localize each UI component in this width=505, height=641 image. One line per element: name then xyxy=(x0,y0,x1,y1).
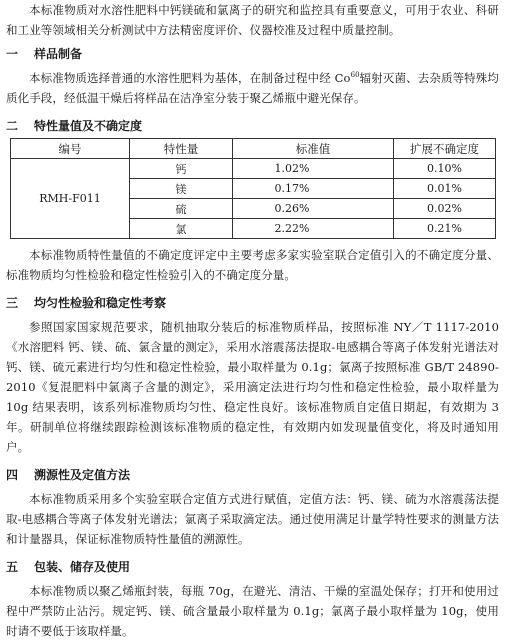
section-1-text-a: 本标准物质选择普通的水溶性肥料为基体，在制备过程中经 Co xyxy=(29,71,351,85)
standard-value-cell: 2.22% xyxy=(233,219,394,239)
header-standard-value: 标准值 xyxy=(233,139,394,159)
section-4-paragraph: 本标准物质采用多个实验室联合定值方式进行赋值，定值方法：钙、镁、硫为水溶震荡法提取-电感耦合等离子体发射光谱法；氯离子采取滴定法。通过使用满足计量学特性要求的测量方法和计量器具，保证标准物质特性量值的溯源性。 xyxy=(6,492,499,546)
uncertainty-paragraph: 本标准物质特性量值的不确定度评定中主要考虑多家实验室联合定值引入的不确定度分量、标准物质均匀性检验和稳定性检验引入的不确定度分量。 xyxy=(6,248,499,282)
section-2-number: 二 xyxy=(6,119,19,133)
uncertainty-cell: 0.02% xyxy=(394,199,496,219)
header-property: 特性量 xyxy=(130,139,233,159)
standard-value-cell: 1.02% xyxy=(233,159,394,179)
section-1-paragraph xyxy=(6,68,499,108)
standard-value-cell: 0.26% xyxy=(233,199,394,219)
section-1-title: 样品制备 xyxy=(34,47,83,61)
table-header-row xyxy=(11,139,496,159)
section-3-title: 均匀性检验和稳定性考察 xyxy=(34,296,167,310)
table-row xyxy=(11,159,496,179)
property-cell: 氯 xyxy=(130,219,233,239)
property-cell: 硫 xyxy=(130,199,233,219)
section-5-paragraph: 本标准物质以聚乙烯瓶封装，每瓶 70g，在避光、清洁、干燥的室温处保存；打开和使用过程中严禁防止沾污。规定钙、镁、硫含量最小取样量为 0.1g；氯离子最小取样量为 10g，使用时请不要低于该取样量。 xyxy=(6,584,499,638)
document xyxy=(6,0,499,641)
section-1-text-b: 辐射灭菌、去杂质等特殊均质化手段，经低温干燥后将样品在洁净室分装于聚乙烯瓶中避光保存。 xyxy=(6,71,499,105)
uncertainty-cell: 0.21% xyxy=(394,219,496,239)
section-3-number: 三 xyxy=(6,296,19,310)
section-3-heading xyxy=(6,293,499,313)
isotope-superscript: 60 xyxy=(350,71,360,80)
section-5-heading xyxy=(6,557,499,577)
header-expanded-uncertainty: 扩展不确定度 xyxy=(394,139,496,159)
section-4-number: 四 xyxy=(6,468,19,482)
section-4-heading xyxy=(6,465,499,485)
property-value-table xyxy=(10,138,496,239)
header-code: 编号 xyxy=(11,139,130,159)
section-1-number: 一 xyxy=(6,47,19,61)
section-1-heading xyxy=(6,44,499,64)
section-3-paragraph: 参照国家国家规范要求，随机抽取分装后的标准物质样品，按照标准 NY／T 1117-2010《水溶肥料 钙、镁、硫、氯含量的测定》，采用水溶震荡法提取-电感耦合等离子体发射光谱法对钙、镁、硫元素进行均匀性和稳定性检验，最小取样量为 0.1g；氯离子按照标准 GB/T 24890-2010《复混肥料中氯离子含量的测定》，采用滴定法进行均匀性和稳定性检验，最小取样量为 10g 结果表明，该系列标准物质均匀性、稳定性良好。该标准物质自定值日期起，有效期为 3 年。研制单位将继续跟踪检测该标准物质的稳定性，有效期内如发现量值变化，将及时通知用户。 xyxy=(6,320,499,454)
property-cell: 钙 xyxy=(130,159,233,179)
material-code: RMH-F011 xyxy=(11,159,130,239)
section-5-title: 包装、储存及使用 xyxy=(34,560,131,574)
standard-value-cell: 0.17% xyxy=(233,179,394,199)
uncertainty-cell: 0.01% xyxy=(394,179,496,199)
section-4-title: 溯源性及定值方法 xyxy=(34,468,131,482)
section-2-title: 特性量值及不确定度 xyxy=(34,119,143,133)
section-5-number: 五 xyxy=(6,560,19,574)
uncertainty-cell: 0.10% xyxy=(394,159,496,179)
section-2-heading xyxy=(6,116,499,136)
intro-paragraph: 本标准物质对水溶性肥料中钙镁硫和氯离子的研究和监控具有重要意义，可用于农业、科研和工业等领域相关分析测试中方法精密度评价、仪器校准及过程中质量控制。 xyxy=(6,3,499,37)
property-cell: 镁 xyxy=(130,179,233,199)
